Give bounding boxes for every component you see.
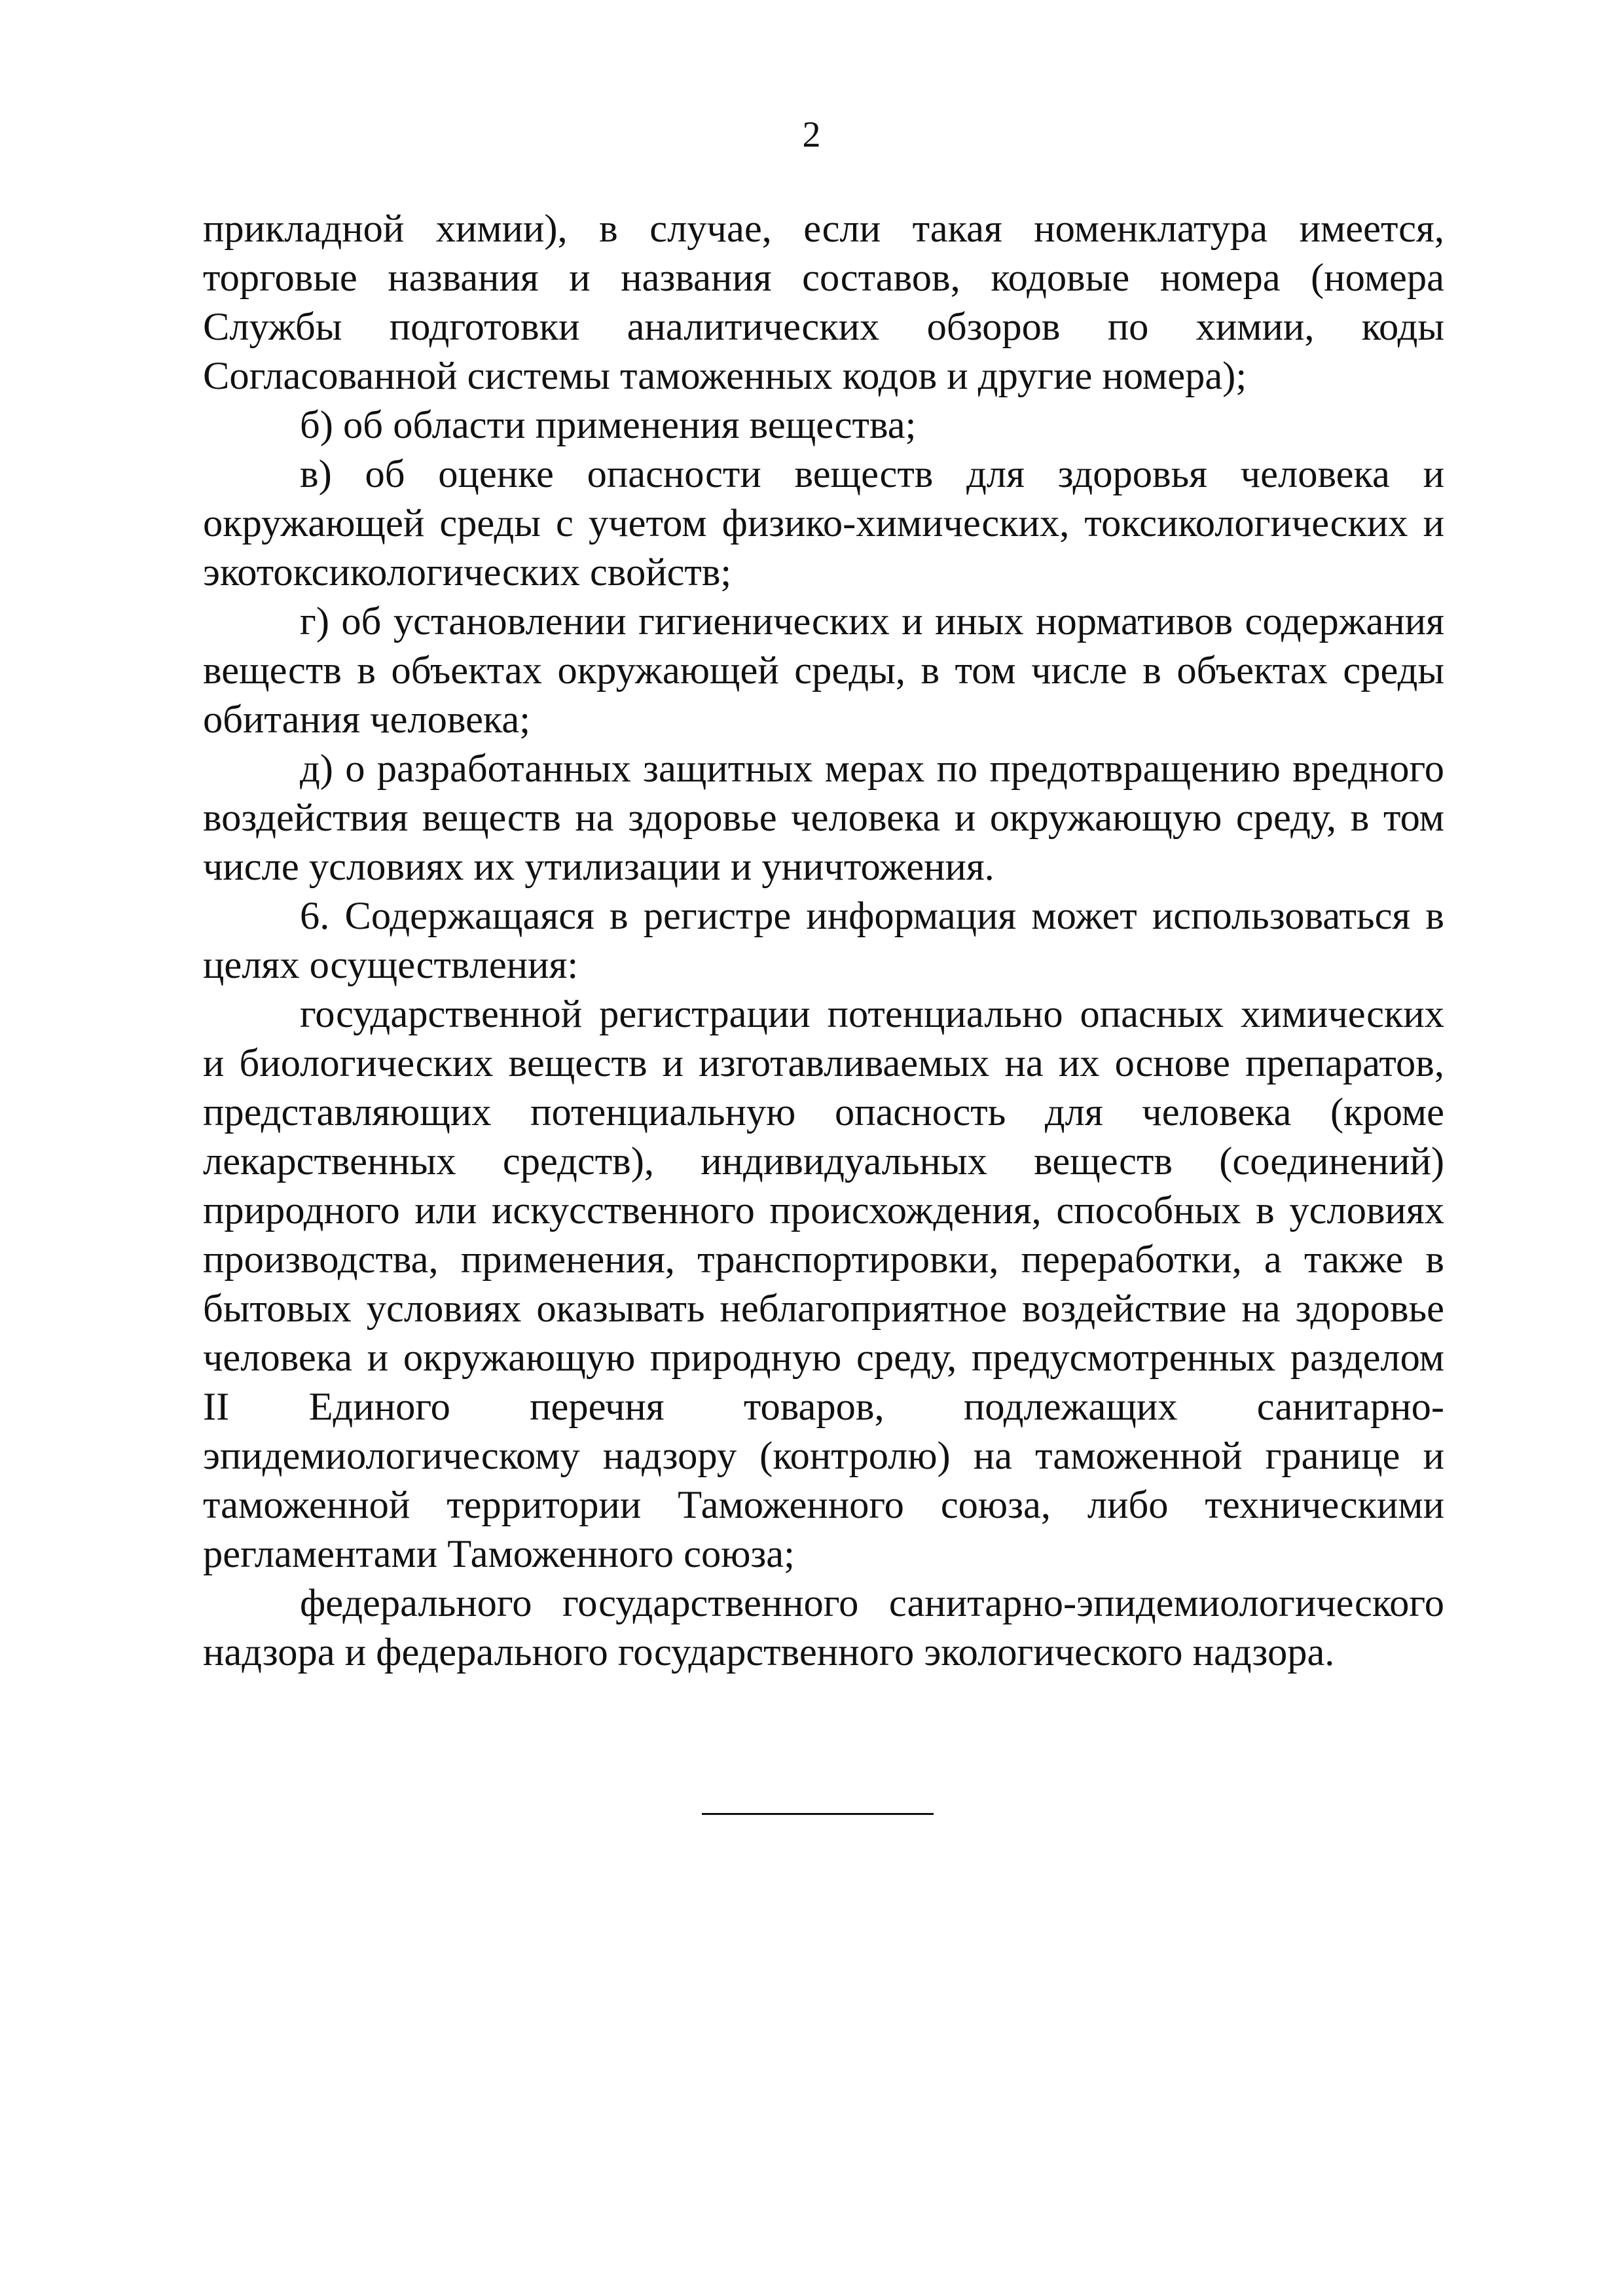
- clause-6-purpose-supervision: федерального государственного санитарно-эпидемиологического надзора и федерального государственного экологического надзора.: [203, 1581, 1444, 1674]
- paragraph-continuation: прикладной химии), в случае, если такая номенклатура имеется, торговые названия и названия составов, кодовые номера (номера Службы подготовки аналитических обзоров по химии, коды Согласованной системы таможенных кодов и другие номера);: [203, 207, 1444, 398]
- list-item-d: д) о разработанных защитных мерах по предотвращению вредного воздействия веществ на здоровье человека и окружающую среду, в том числе условиях их утилизации и уничтожения.: [203, 747, 1444, 889]
- page-number: 2: [802, 115, 821, 155]
- list-item-b: б) об области применения вещества;: [300, 403, 917, 447]
- end-of-document-rule: [702, 1813, 934, 1815]
- list-item-v: в) об оценке опасности веществ для здоровья человека и окружающей среды с учетом физико-химических, токсикологических и экотоксикологических свойств;: [203, 452, 1444, 594]
- document-body: [203, 204, 1444, 1677]
- list-item-g: г) об установлении гигиенических и иных нормативов содержания веществ в объектах окружающей среды, в том числе в объектах среды обитания человека;: [203, 600, 1444, 742]
- clause-6-purpose-registration: государственной регистрации потенциально опасных химических и биологических веществ и изготавливаемых на их основе препаратов, представляющих потенциальную опасность для человека (кроме лекарственных средств), индивидуальных веществ (соединений) природного или искусственного происхождения, способных в условиях производства, применения, транспортировки, переработки, а также в бытовых условиях оказывать неблагоприятное воздействие на здоровье человека и окружающую природную среду, предусмотренных разделом II Единого перечня товаров, подлежащих санитарно-эпидемиологическому надзору (контролю) на таможенной границе и таможенной территории Таможенного союза, либо техническими регламентами Таможенного союза;: [203, 992, 1444, 1576]
- clause-6: 6. Содержащаяся в регистре информация может использоваться в целях осуществления:: [203, 894, 1444, 987]
